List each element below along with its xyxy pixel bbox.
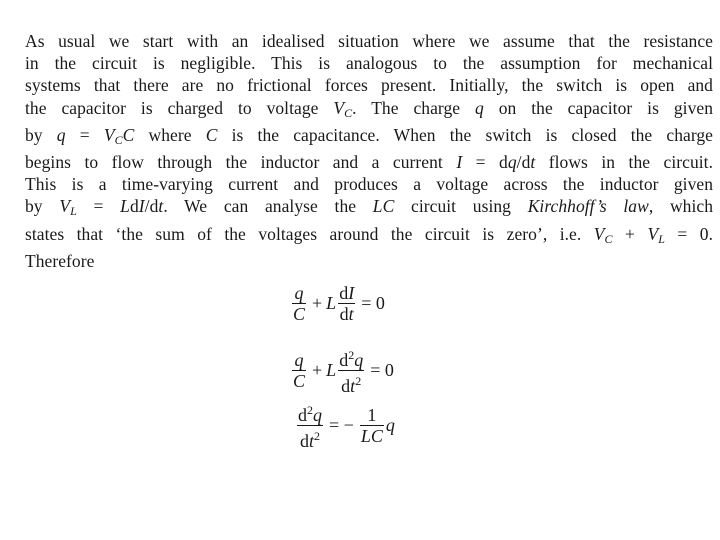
body-paragraph	[25, 30, 713, 272]
fraction-dI-dt	[338, 283, 355, 324]
text-line	[25, 52, 713, 74]
text-run: =	[76, 196, 121, 217]
math-symbol: L	[70, 204, 77, 219]
equation-2	[290, 345, 398, 396]
text-line	[25, 30, 713, 52]
text-run: the capacitor is charged to voltage	[25, 97, 334, 118]
math-symbol: I	[138, 196, 145, 217]
math-symbol: C	[205, 124, 218, 145]
math-symbol: V	[333, 97, 345, 118]
text-run: +	[612, 223, 648, 244]
text-run: circuit using	[394, 196, 528, 217]
fraction-d2q-dt2	[338, 345, 364, 396]
math-symbol: V	[59, 196, 71, 217]
equation-3	[295, 400, 395, 451]
equals-zero: = 0	[370, 360, 394, 380]
text-run: begins to flow through the inductor and a current	[25, 152, 457, 173]
text-run: . We can analyse the	[163, 196, 373, 217]
text-line	[25, 250, 713, 272]
math-symbol: V	[593, 223, 605, 244]
text-line	[25, 124, 713, 151]
math-symbol: q	[507, 152, 517, 173]
fraction-q-over-c	[292, 350, 306, 391]
equation-1	[290, 283, 389, 324]
fraction-1-over-lc	[360, 405, 384, 446]
text-line	[25, 74, 713, 96]
text-line	[25, 151, 713, 173]
numerator: $d^2q$	[338, 345, 364, 371]
math-symbol: t	[158, 196, 164, 217]
math-symbol: t	[530, 152, 536, 173]
text-run: = 0.	[664, 223, 713, 244]
denominator: LC	[360, 426, 383, 446]
text-run: , which	[648, 196, 714, 217]
text-run: This is a time-varying current and produces a voltage across the inductor given	[25, 174, 713, 195]
text-run: =	[65, 124, 104, 145]
text-run: on the capacitor is given	[483, 97, 713, 118]
numerator: q	[292, 283, 306, 304]
math-symbol: q	[56, 124, 66, 145]
text-run: where	[134, 124, 206, 145]
text-run: Therefore	[25, 250, 95, 271]
numerator: q	[292, 350, 306, 371]
inductance-symbol: L	[326, 293, 337, 313]
numerator: $d^2q$	[297, 400, 323, 426]
math-symbol: I	[456, 152, 463, 173]
numerator: dI	[339, 283, 355, 303]
charge-symbol: q	[385, 415, 395, 435]
math-symbol: C	[122, 124, 135, 145]
math-symbol: L	[120, 196, 130, 217]
text-run: by	[25, 196, 60, 217]
text-line	[25, 195, 713, 222]
denominator: C	[293, 304, 306, 324]
math-symbol: C	[114, 132, 123, 147]
text-run: flows in the circuit.	[535, 152, 713, 173]
text-line	[25, 97, 713, 124]
math-symbol: V	[103, 124, 115, 145]
plus-sign: +	[312, 360, 323, 380]
math-symbol: LC	[372, 196, 395, 217]
text-run: = d	[462, 152, 508, 173]
text-run: /d	[516, 152, 531, 173]
inductance-symbol: L	[326, 360, 337, 380]
text-run: /d	[144, 196, 159, 217]
math-symbol: L	[658, 231, 665, 246]
text-run: d	[129, 196, 139, 217]
text-run: in the circuit is negligible. This is analogous to the assumption for mechanical	[25, 53, 713, 74]
numerator: 1	[360, 405, 384, 426]
math-symbol: C	[604, 231, 613, 246]
denominator: C	[293, 371, 306, 391]
text-run: states that ‘the sum of the voltages around the circuit is zero’, i.e.	[25, 223, 594, 244]
equals-minus: = −	[329, 415, 354, 435]
text-run: by	[25, 124, 57, 145]
text-line	[25, 173, 713, 195]
text-line	[25, 223, 713, 250]
denominator: dt	[339, 304, 354, 324]
denominator: $dt^2$	[341, 374, 362, 396]
math-symbol: V	[647, 223, 659, 244]
equals-zero: = 0	[361, 293, 385, 313]
denominator: $dt^2$	[299, 429, 320, 451]
text-run: is the capacitance. When the switch is closed the charge	[217, 124, 714, 145]
text-run: As usual we start with an idealised situation where we assume that the resistance	[25, 31, 713, 51]
fraction-q-over-c	[292, 283, 306, 324]
text-run: . The charge	[352, 97, 475, 118]
text-run: systems that there are no frictional forces present. Initially, the switch is open and	[25, 75, 713, 96]
math-symbol: Kirchhoff’s law	[527, 196, 649, 217]
fraction-d2q-dt2	[297, 400, 323, 451]
math-symbol: C	[344, 105, 353, 120]
plus-sign: +	[312, 293, 323, 313]
math-symbol: q	[475, 97, 484, 118]
